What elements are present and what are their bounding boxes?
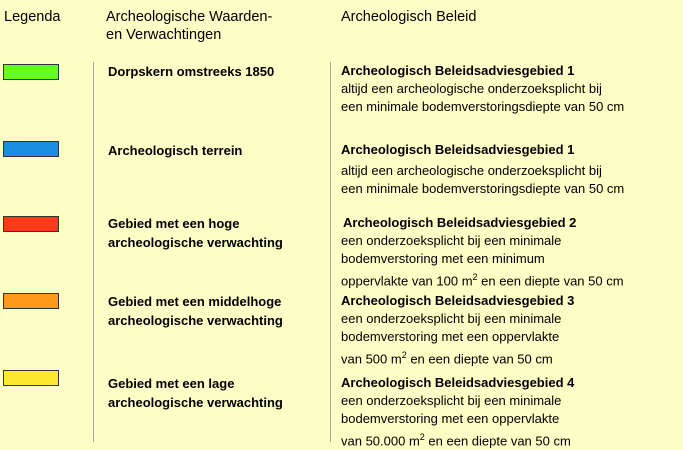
color-swatch [3,141,59,157]
policy-line: bodemverstoring met een oppervlakte [341,411,560,426]
column-divider-right [330,62,331,442]
value-label [108,292,328,330]
policy-line: een onderzoeksplicht bij een minimale [341,233,562,248]
legend-heading: Legenda [4,9,61,25]
value-label [108,374,328,412]
value-line: archeologische verwachting [108,313,283,328]
policy-title: Archeologisch Beleidsadviesgebied 1 [341,63,575,78]
value-label [108,62,328,81]
policy-line: van 50.000 $m^2$ en een diepte van 50 cm [341,432,571,449]
policy-line: altijd een archeologische onderzoeksplicht bij [341,81,602,96]
policy-text [341,374,681,450]
color-swatch [3,216,59,232]
policy-line: een minimale bodemverstoringsdiepte van 50 cm [341,181,625,196]
color-swatch [3,370,59,386]
value-label [108,214,328,252]
policy-text [341,62,681,116]
values-heading [106,8,331,44]
policy-title: Archeologisch Beleidsadviesgebied 2 [343,215,577,230]
policy-line: bodemverstoring met een oppervlakte [341,329,560,344]
value-label [108,141,328,160]
values-heading-line1: Archeologische Waarden- [106,9,273,25]
policy-title: Archeologisch Beleidsadviesgebied 4 [341,375,575,390]
policy-text [341,141,681,198]
column-divider-left [93,62,94,442]
value-line: archeologische verwachting [108,235,283,250]
policy-line: een minimale bodemverstoringsdiepte van 50 cm [341,99,625,114]
policy-line: een onderzoeksplicht bij een minimale [341,393,562,408]
policy-line: een onderzoeksplicht bij een minimale [341,311,562,326]
policy-title: Archeologisch Beleidsadviesgebied 1 [341,142,575,157]
value-line: Gebied met een hoge [108,216,240,231]
policy-line: bodemverstoring met een minimum [341,251,545,266]
policy-line: van 500 $m^2$ en een diepte van 50 cm [341,350,553,367]
policy-line: altijd een archeologische onderzoeksplicht bij [341,163,602,178]
value-line: Archeologisch terrein [108,143,243,158]
value-line: Gebied met een middelhoge [108,294,282,309]
policy-text [343,214,683,232]
policy-line: oppervlakte van 100 $m^2$ en een diepte van 50 cm [341,272,624,289]
value-line: Gebied met een lage [108,376,235,391]
color-swatch [3,293,59,309]
policy-text [341,292,681,368]
policy-text-body [341,232,681,290]
color-swatch [3,64,59,80]
value-line: archeologische verwachting [108,395,283,410]
policy-title: Archeologisch Beleidsadviesgebied 3 [341,293,575,308]
policy-heading: Archeologisch Beleid [341,9,477,25]
value-line: Dorpskern omstreeks 1850 [108,64,275,79]
values-heading-line2: en Verwachtingen [106,27,222,43]
